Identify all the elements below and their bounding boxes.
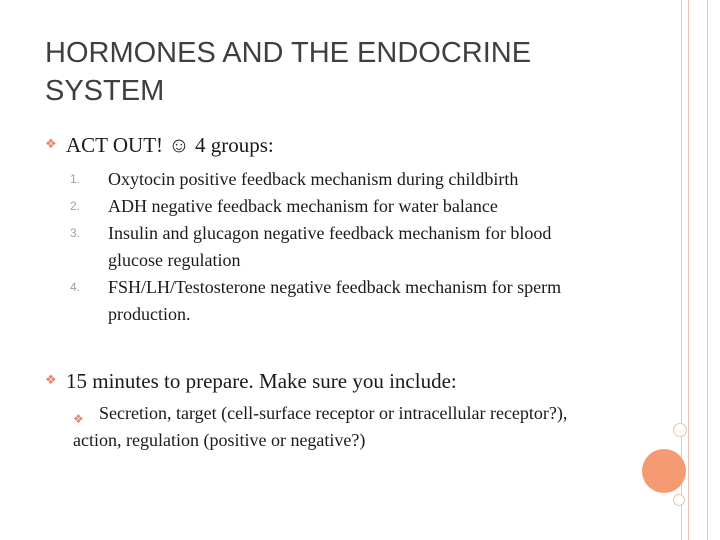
numbered-list <box>70 166 610 328</box>
orange-diamond-bullet-icon: ❖ <box>45 373 57 388</box>
bullet-prepare-text: 15 minutes to prepare. Make sure you include: <box>66 369 457 393</box>
list-item <box>70 220 610 274</box>
decorative-orange-circle <box>642 449 686 493</box>
decorative-ring-top-circle <box>673 423 687 437</box>
decorative-ring-bottom-circle <box>673 494 685 506</box>
list-item <box>70 166 610 193</box>
sub-bullet-text: Secretion, target (cell-surface receptor or intracellular receptor?), action, regulation (positive or negative?) <box>73 403 568 450</box>
list-item-text: Oxytocin positive feedback mechanism during childbirth <box>108 169 519 189</box>
orange-diamond-bullet-icon: ❖ <box>45 137 57 152</box>
bullet-act-out-text: ACT OUT! ☺ 4 groups: <box>66 133 274 157</box>
orange-diamond-sub-bullet-icon: ❖ <box>73 412 84 426</box>
list-item <box>70 193 610 220</box>
list-number: 2. <box>70 199 81 213</box>
list-number: 4. <box>70 280 81 294</box>
list-item-text: FSH/LH/Testosterone negative feedback mechanism for sperm production. <box>108 277 562 324</box>
frame-line-right <box>707 0 708 540</box>
list-item-text: ADH negative feedback mechanism for water balance <box>108 196 498 216</box>
sub-bullet <box>73 400 593 454</box>
list-number: 1. <box>70 172 81 186</box>
slide-title: HORMONES AND THE ENDOCRINE SYSTEM <box>45 37 532 107</box>
list-item <box>70 274 610 328</box>
list-item-text: Insulin and glucagon negative feedback mechanism for blood glucose regulation <box>108 223 552 270</box>
frame-line-middle <box>688 0 689 540</box>
list-number: 3. <box>70 226 81 240</box>
